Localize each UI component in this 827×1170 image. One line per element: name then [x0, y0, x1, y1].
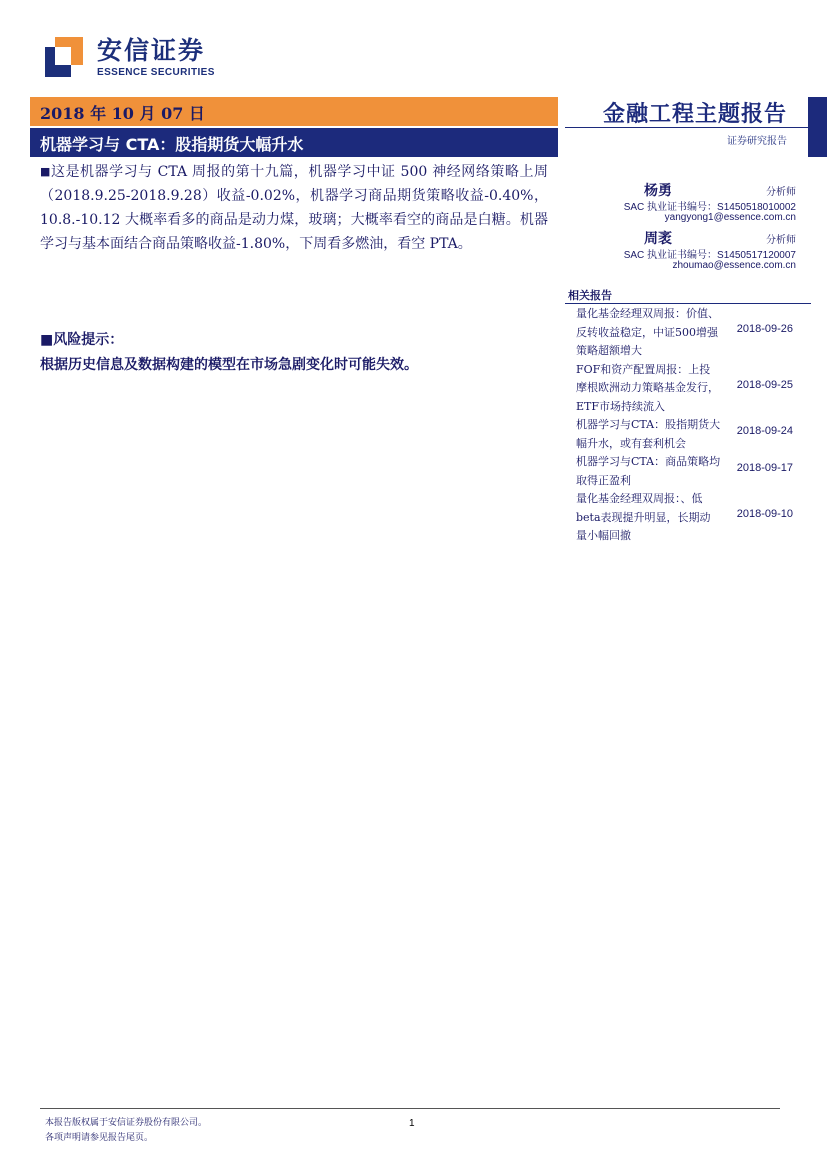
related-title: FOF和资产配置周报：上投摩根欧洲动力策略基金发行，ETF市场持续流入 [576, 362, 719, 413]
related-date: 2018-09-10 [736, 508, 793, 520]
bullet-icon: ■ [40, 165, 51, 178]
date-bar [30, 97, 558, 126]
related-item[interactable] [566, 490, 811, 546]
title-bar [30, 128, 558, 157]
analyst-role: 分析师 [766, 235, 796, 246]
analyst-email[interactable]: yangyong1@essence.com.cn [664, 212, 796, 223]
accent-block [808, 97, 827, 157]
related-date: 2018-09-24 [736, 425, 793, 437]
summary-text: 这是机器学习与 CTA 周报的第十九篇，机器学习中证 500 神经网络策略上周（2018.9.25-2018.9.28）收益-0.02%，机器学习商品期货策略收益-0.40%，10.8.-10.12 大概率看多的商品是动力煤，玻璃；大概率看空的商品是白糖。机器学习与基本面结合商品策略收益-1.80%，下周看多燃油，看空 PTA。 [40, 164, 548, 252]
related-date: 2018-09-17 [736, 462, 793, 474]
analyst-role: 分析师 [766, 187, 796, 198]
related-item[interactable] [566, 305, 811, 361]
related-date: 2018-09-25 [736, 378, 793, 391]
related-title: 机器学习与CTA：商品策略均取得正盈利 [576, 455, 721, 487]
related-date: 2018-09-26 [736, 323, 793, 335]
risk-text: 根据历史信息及数据构建的模型在市场急剧变化时可能失效。 [40, 357, 418, 373]
header-divider [565, 127, 808, 128]
related-divider [565, 303, 811, 304]
report-date: 2018 年 10 月 07 日 [40, 104, 205, 123]
analyst-name: 杨勇 [644, 183, 672, 199]
report-title: 机器学习与 CTA：股指期货大幅升水 [40, 135, 304, 154]
footer-divider [40, 1108, 780, 1109]
logo-name-cn: 安信证券 [97, 36, 206, 65]
report-subtype: 证券研究报告 [727, 136, 787, 147]
summary-paragraph [40, 160, 548, 256]
page-number: 1 [409, 1118, 415, 1129]
footer-disclaimer [45, 1116, 207, 1146]
logo-mark-icon [45, 37, 83, 77]
related-title: 量化基金经理双周报：、低beta表现提升明显，长期动量小幅回撤 [576, 492, 711, 542]
related-item[interactable] [566, 361, 811, 417]
related-title: 机器学习与CTA：股指期货大幅升水，或有套利机会 [576, 418, 721, 450]
logo-name-en: ESSENCE SECURITIES [97, 67, 215, 78]
related-heading: 相关报告 [568, 289, 612, 302]
analyst-sac: SAC 执业证书编号：S1450517120007 [623, 250, 796, 261]
analyst-email[interactable]: zhoumao@essence.com.cn [672, 260, 796, 271]
related-item[interactable] [566, 453, 811, 490]
footer-copyright: 本报告版权属于安信证券股份有限公司。 [45, 1118, 208, 1128]
footer-notice: 各项声明请参见报告尾页。 [45, 1133, 154, 1143]
related-list [566, 305, 811, 546]
company-logo [45, 37, 225, 83]
related-item[interactable] [566, 416, 811, 453]
risk-heading: ■风险提示： [40, 332, 124, 348]
related-title: 量化基金经理双周报：价值、反转收益稳定，中证500增强策略超额增大 [576, 307, 719, 357]
analyst-name: 周袤 [644, 231, 672, 247]
report-type: 金融工程主题报告 [602, 102, 787, 127]
analyst-sac: SAC 执业证书编号：S1450518010002 [623, 202, 796, 213]
